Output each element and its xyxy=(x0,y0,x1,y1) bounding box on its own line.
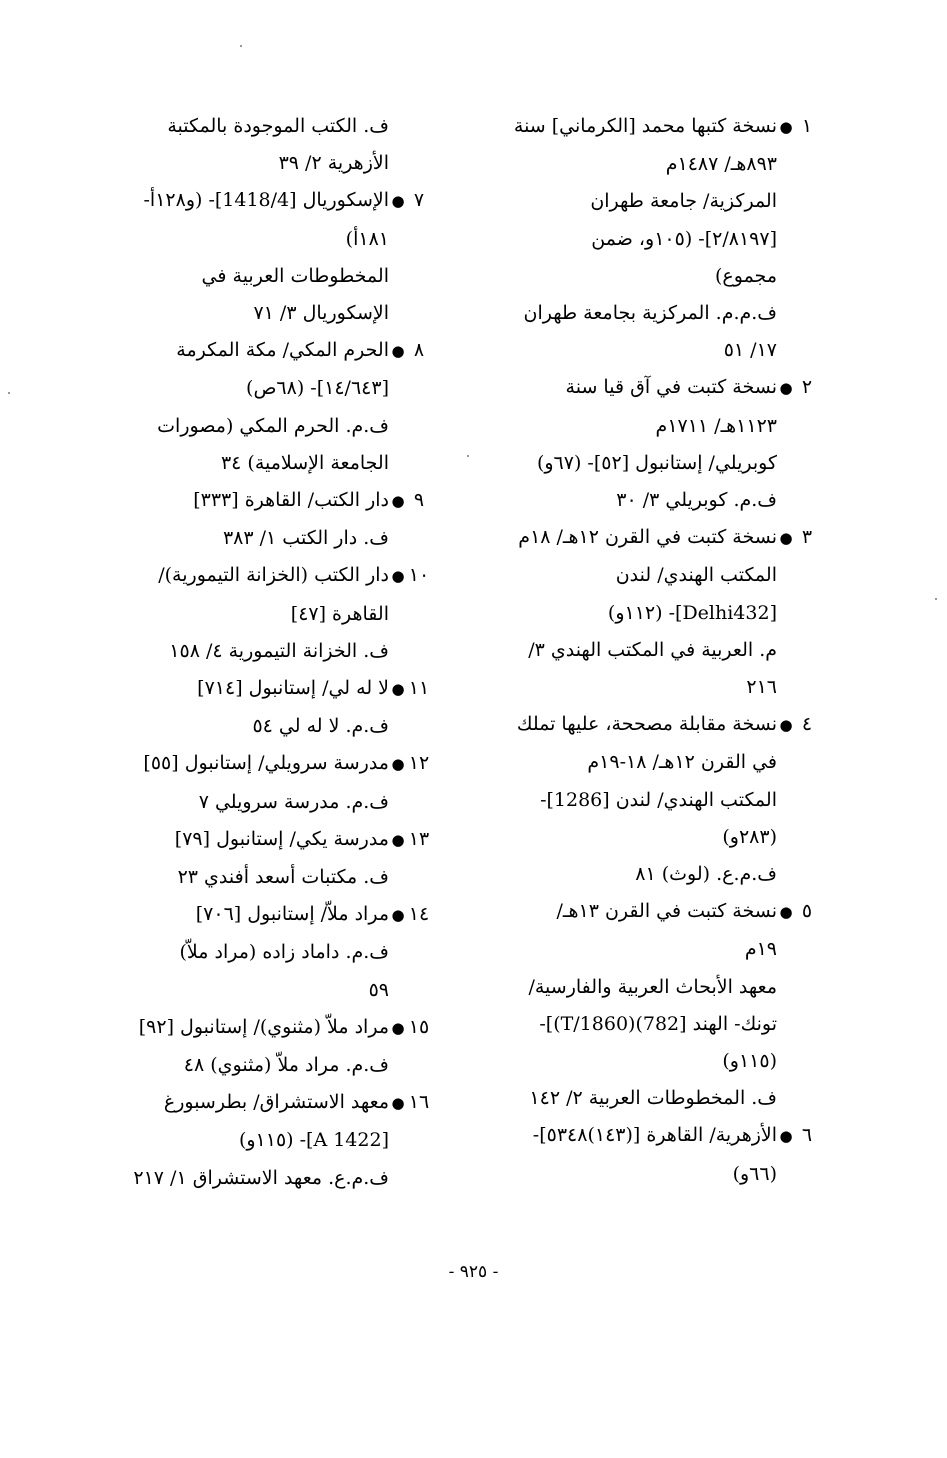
scan-speck xyxy=(467,455,469,457)
page-number: - ٩٢٥ - xyxy=(448,1262,499,1282)
entry-line xyxy=(489,221,819,258)
entry-line-text: كوبريلي/ إستانبول [٥٢]- (٦٧و) xyxy=(536,451,777,474)
entry-first-line xyxy=(96,745,431,783)
entry-line xyxy=(489,595,819,632)
catalog-reference-text: ١٧/ ٥١ xyxy=(723,339,777,362)
manuscript-entry xyxy=(96,1009,431,1084)
catalog-reference xyxy=(489,632,819,669)
entry-line: دار الكتب/ القاهرة [٣٣٣] xyxy=(193,489,389,512)
catalog-reference-text: ٥٩ xyxy=(368,978,389,1001)
manuscript-entry xyxy=(96,557,431,670)
bullet-icon: ● xyxy=(779,1127,793,1146)
catalog-reference xyxy=(96,972,431,1009)
entry-line: الأزهرية/ القاهرة [(١٤٣)٥٣٤٨]- xyxy=(532,1124,777,1147)
entry-line-text: (٢٨٣و) xyxy=(722,825,777,848)
manuscript-entry xyxy=(489,893,819,1117)
bullet-icon: ● xyxy=(391,830,405,849)
manuscript-entry xyxy=(96,670,431,745)
catalog-reference xyxy=(96,784,431,821)
manuscript-entry xyxy=(489,519,819,706)
entry-line-text: مجموع) xyxy=(715,264,777,287)
bullet-icon: ● xyxy=(391,755,405,774)
catalog-reference-text: ف. مكتبات أسعد أفندي ٢٣ xyxy=(177,866,389,889)
catalog-reference-text: المخطوطات العربية في xyxy=(201,264,389,287)
entry-line xyxy=(489,1043,819,1080)
catalog-reference-text: ف.م. مراد ملاّ (مثنوي) ٤٨ xyxy=(183,1054,389,1077)
entry-number: ١٠ xyxy=(408,564,430,587)
catalog-reference xyxy=(96,295,431,332)
scan-speck xyxy=(935,598,937,600)
catalog-reference xyxy=(96,1160,431,1197)
entry-line: نسخة كتبت في آق قيا سنة xyxy=(565,376,777,399)
entry-number: ١٣ xyxy=(408,827,430,850)
entry-line-text: ١١٢٣هـ/ ١٧١١م xyxy=(655,414,777,437)
entry-line: معهد الاستشراق/ بطرسبورغ xyxy=(163,1091,389,1114)
entry-line-text: المكتب الهندي/ لندن [1286]- xyxy=(540,788,777,811)
entry-first-line xyxy=(96,182,431,220)
bullet-icon: ● xyxy=(391,567,405,586)
catalog-reference xyxy=(96,445,431,482)
manuscript-entry xyxy=(96,332,431,482)
entry-first-line xyxy=(96,482,431,520)
entry-line xyxy=(96,221,431,258)
catalog-reference-text: ف.م. كوبريلي ٣/ ٣٠ xyxy=(616,489,777,512)
catalog-reference xyxy=(96,258,431,295)
manuscript-entry xyxy=(489,706,819,893)
entry-first-line xyxy=(489,893,819,931)
catalog-reference-text: الإسكوريال ٣/ ٧١ xyxy=(253,302,389,325)
entry-line: نسخة كتبت في القرن ١٣هـ/ xyxy=(556,900,777,923)
entry-first-line xyxy=(96,557,431,595)
entry-line-text: معهد الأبحاث العربية والفارسية/ xyxy=(528,975,777,998)
entry-line: نسخة مقابلة مصححة، عليها تملك xyxy=(516,713,777,736)
catalog-reference xyxy=(489,482,819,519)
catalog-reference-text: ف.م. الحرم المكي (مصورات xyxy=(157,414,389,437)
entry-first-line xyxy=(96,821,431,859)
manuscript-entry xyxy=(96,108,431,182)
catalog-reference-text: ٢١٦ xyxy=(746,676,777,699)
entry-line xyxy=(489,445,819,482)
catalog-reference-text: ف. دار الكتب ١/ ٣٨٣ xyxy=(222,527,389,550)
catalog-reference-text: ف.م.ع. معهد الاستشراق ١/ ٢١٧ xyxy=(133,1166,389,1189)
entry-line: لا له لي/ إستانبول [٧١٤] xyxy=(197,677,389,700)
entry-line xyxy=(489,744,819,781)
entry-line: مدرسة سرويلي/ إستانبول [٥٥] xyxy=(143,752,389,775)
manuscript-entry xyxy=(96,821,431,896)
manuscript-entry xyxy=(96,745,431,820)
entry-number: ٧ xyxy=(413,189,425,212)
entry-first-line xyxy=(489,108,819,146)
entry-line xyxy=(489,819,819,856)
bullet-icon: ● xyxy=(391,1018,405,1037)
entry-number: ٦ xyxy=(801,1124,813,1147)
catalog-reference xyxy=(96,708,431,745)
entry-line xyxy=(489,969,819,1006)
entry-number: ١٢ xyxy=(408,752,430,775)
entry-number: ١٤ xyxy=(408,903,430,926)
manuscript-entry xyxy=(96,482,431,557)
entry-first-line xyxy=(489,519,819,557)
catalog-reference-text: ف. الخزانة التيمورية ٤/ ١٥٨ xyxy=(169,639,389,662)
catalog-reference xyxy=(96,408,431,445)
entry-line-text: [٢/٨١٩٧]- (١٠٥و، ضمن xyxy=(591,227,777,250)
entry-number: ١ xyxy=(801,115,813,137)
entry-line: مراد ملاّ/ إستانبول [٧٠٦] xyxy=(195,903,389,926)
entry-line-text: [A 1422]- (١١٥و) xyxy=(238,1129,389,1152)
entry-line-text: القاهرة [٤٧] xyxy=(290,602,389,625)
entry-line: الحرم المكي/ مكة المكرمة xyxy=(176,339,389,362)
catalog-reference xyxy=(489,669,819,706)
entry-number: ٨ xyxy=(413,339,425,362)
manuscript-entry xyxy=(96,182,431,332)
entry-line xyxy=(489,408,819,445)
catalog-reference-text: ف.م.ع. (لوث) ٨١ xyxy=(635,863,777,886)
bullet-icon: ● xyxy=(391,492,405,511)
entry-line xyxy=(489,1156,819,1193)
entry-number: ٤ xyxy=(801,713,813,736)
catalog-reference xyxy=(96,633,431,670)
entry-line-text: ١٨١أ) xyxy=(345,227,389,250)
catalog-reference xyxy=(96,1047,431,1084)
manuscript-entry xyxy=(489,1117,819,1192)
bullet-icon: ● xyxy=(391,342,405,361)
entry-line-text: [Delhi432]- (١١٢و) xyxy=(607,601,777,624)
entry-line: نسخة كتبت في القرن ١٢هـ/ ١٨م xyxy=(518,526,777,549)
entry-line xyxy=(489,258,819,295)
entry-number: ٥ xyxy=(801,900,813,923)
catalog-reference xyxy=(489,332,819,369)
entry-line-text: [١٤/٦٤٣]- (٦٨ص) xyxy=(246,377,389,400)
catalog-reference-text: ف.م.م. المركزية بجامعة طهران xyxy=(523,302,777,325)
entry-number: ١٦ xyxy=(408,1091,430,1114)
catalog-reference-text: الجامعة الإسلامية) ٣٤ xyxy=(220,451,389,474)
catalog-reference-text: ف.م. داماد زاده (مراد ملاّ) xyxy=(179,941,389,964)
entry-line: مراد ملاّ (مثنوي)/ إستانبول [٩٢] xyxy=(138,1015,389,1038)
entry-line xyxy=(489,183,819,220)
catalog-reference xyxy=(96,934,431,971)
entry-line-text: تونك- الهند [782)(T/1860)]- xyxy=(539,1012,777,1035)
entry-line: مدرسة يكي/ إستانبول [٧٩] xyxy=(174,827,389,850)
bullet-icon: ● xyxy=(391,906,405,925)
catalog-reference xyxy=(96,108,431,145)
bullet-icon: ● xyxy=(391,1094,405,1113)
manuscript-entry xyxy=(489,108,819,369)
entry-line-text: ٨٩٣هـ/ ١٤٨٧م xyxy=(665,153,777,176)
bullet-icon: ● xyxy=(779,379,793,398)
bullet-icon: ● xyxy=(779,716,793,735)
entry-first-line xyxy=(489,706,819,744)
catalog-reference-text: ف.م. مدرسة سرويلي ٧ xyxy=(198,790,389,813)
entry-number: ٣ xyxy=(801,526,813,549)
catalog-reference-text: ف.م. لا له لي ٥٤ xyxy=(252,715,389,738)
entry-first-line xyxy=(96,1009,431,1047)
catalog-reference-text: ف. الكتب الموجودة بالمكتبة xyxy=(167,115,389,137)
entry-line xyxy=(96,370,431,407)
entry-line-text: ١٩م xyxy=(744,938,777,961)
manuscript-entry xyxy=(96,896,431,1009)
manuscript-entry xyxy=(96,1084,431,1197)
catalog-reference-text: م. العربية في المكتب الهندي ٣/ xyxy=(528,638,777,661)
scan-speck xyxy=(240,45,242,47)
entry-line: دار الكتب (الخزانة التيمورية)/ xyxy=(158,564,389,587)
manuscript-entry xyxy=(489,369,819,519)
entry-first-line xyxy=(96,332,431,370)
entry-line-text: المركزية/ جامعة طهران xyxy=(590,190,777,213)
entry-line-text: في القرن ١٢هـ/ ١٨-١٩م xyxy=(587,751,777,774)
entry-first-line xyxy=(96,1084,431,1122)
entry-line-text: (١١٥و) xyxy=(722,1050,777,1073)
entry-line xyxy=(489,931,819,968)
catalog-reference-text: الأزهرية ٢/ ٣٩ xyxy=(278,152,389,175)
entry-number: ٢ xyxy=(801,376,813,399)
catalog-reference xyxy=(96,859,431,896)
bullet-icon: ● xyxy=(779,529,793,548)
entry-line xyxy=(489,1006,819,1043)
entry-line xyxy=(489,146,819,183)
entry-number: ١١ xyxy=(408,677,430,700)
entry-line: نسخة كتبها محمد [الكرماني] سنة xyxy=(513,115,777,137)
entry-first-line xyxy=(96,896,431,934)
bullet-icon: ● xyxy=(779,118,793,136)
catalog-reference xyxy=(489,1080,819,1117)
entry-line xyxy=(96,596,431,633)
entry-first-line xyxy=(489,1117,819,1155)
bullet-icon: ● xyxy=(391,680,405,699)
catalog-reference xyxy=(489,295,819,332)
left-column xyxy=(96,108,431,1197)
entry-number: ٩ xyxy=(413,489,425,512)
entry-line xyxy=(96,1122,431,1159)
entry-line-text: المكتب الهندي/ لندن xyxy=(615,564,777,587)
entry-number: ١٥ xyxy=(408,1015,430,1038)
entry-line: الإسكوريال [1418/4]- (و١٢٨أ- xyxy=(143,189,389,212)
catalog-reference-text: ف. المخطوطات العربية ٢/ ١٤٢ xyxy=(529,1087,777,1110)
scan-speck xyxy=(8,392,10,394)
catalog-reference xyxy=(96,145,431,182)
catalog-reference xyxy=(489,856,819,893)
right-column xyxy=(489,108,819,1193)
entry-line xyxy=(489,782,819,819)
bullet-icon: ● xyxy=(779,903,793,922)
entry-line-text: (٦٦و) xyxy=(732,1162,777,1185)
entry-first-line xyxy=(489,369,819,407)
catalog-reference xyxy=(96,520,431,557)
entry-line xyxy=(489,557,819,594)
bullet-icon: ● xyxy=(391,192,405,211)
entry-first-line xyxy=(96,670,431,708)
